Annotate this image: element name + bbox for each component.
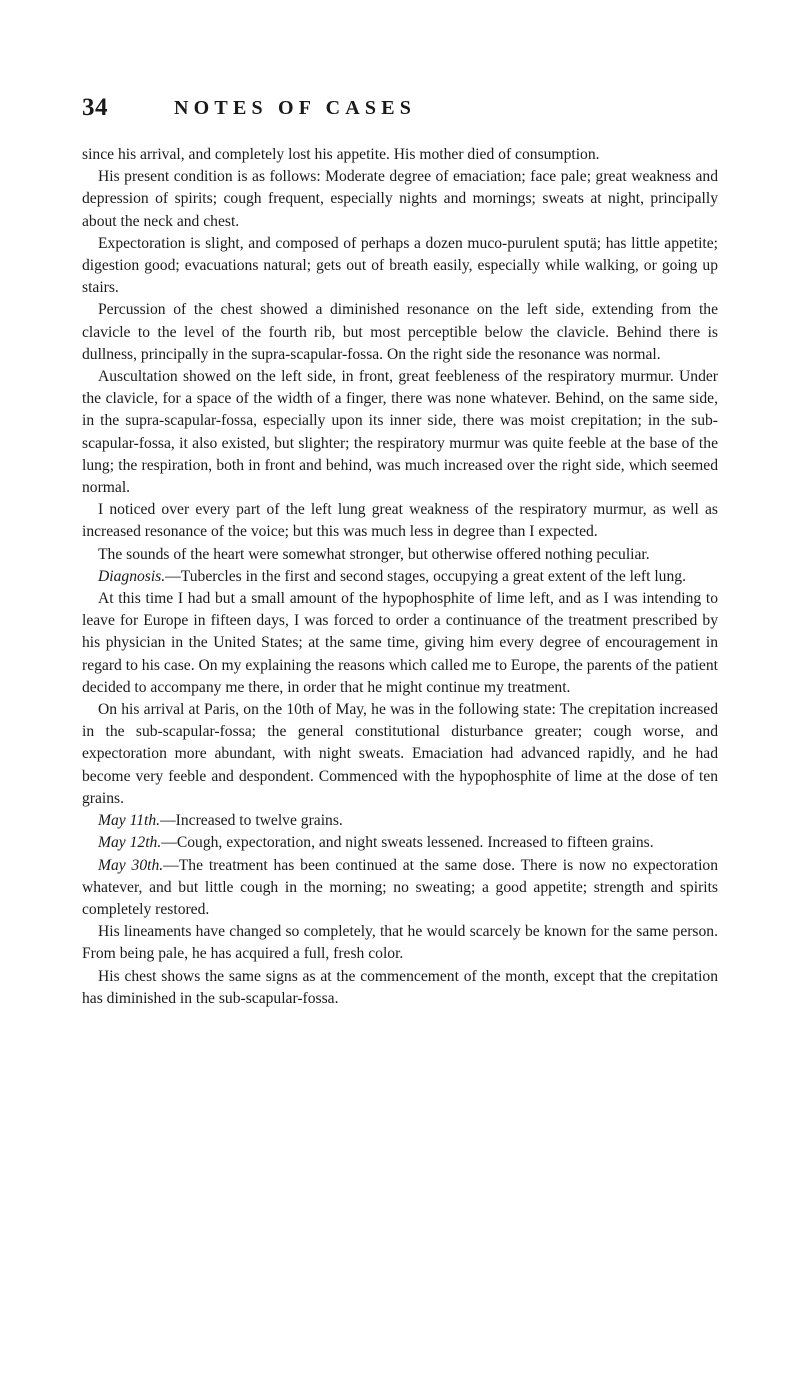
paragraph: I noticed over every part of the left lung great weakness of the respiratory murmur, as well as increased resonance of the voice; but this was much less in degree than I expected. [82, 501, 718, 541]
dated-entry: May 11th.—Increased to twelve grains. [98, 812, 343, 830]
dated-entry: May 12th.—Cough, expectoration, and night sweats lessened. Increased to fifteen grains. [98, 834, 654, 852]
running-title: NOTES OF CASES [174, 97, 417, 119]
paragraph: since his arrival, and completely lost his appetite. His mother died of consumption. [82, 146, 600, 163]
book-page [82, 94, 718, 1010]
entry-date: May 11th. [98, 812, 161, 830]
paragraph: At this time I had but a small amount of the hypophosphite of lime left, and as I was intending to leave for Europe in fifteen days, I was forced to order a continuance of the treatment prescribed by his physician in the United States; at the same time, giving him every degree of encouragement in regard to his case. On my explaining the reasons which called me to Europe, the parents of the patient decided to accompany me there, in order that he might continue my treatment. [82, 590, 718, 696]
paragraph: His present condition is as follows: Moderate degree of emaciation; face pale; great weakness and depression of spirits; cough frequent, especially nights and mornings; sweats at night, principally about the neck and chest. [82, 168, 718, 230]
paragraph: Percussion of the chest showed a diminished resonance on the left side, extending from the clavicle to the level of the fourth rib, but most perceptible below the clavicle. Behind there is dullness, principally in the supra-scapular-fossa. On the right side the resonance was normal. [82, 301, 718, 363]
paragraph: Auscultation showed on the left side, in front, great feebleness of the respiratory murmur. Under the clavicle, for a space of the width of a finger, there was none whatever. Behind, on the same side, in the supra-scapular-fossa, especially upon its inner side, there was moist crepitation; in the sub-scapular-fossa, it also existed, but slighter; the respiratory murmur was quite feeble at the base of the lung; the respiration, both in front and behind, was much increased over the right side, which seemed normal. [82, 368, 718, 497]
paragraph: Expectoration is slight, and composed of perhaps a dozen muco-purulent sputä; has little appetite; digestion good; evacuations natural; gets out of breath easily, especially while walking, or going up stairs. [82, 234, 718, 297]
entry-date: May 30th. [98, 856, 164, 874]
body-text [82, 144, 718, 1010]
paragraph: His chest shows the same signs as at the commencement of the month, except that the crepitation has diminished in the sub-scapular-fossa. [82, 967, 718, 1007]
dated-entry: May 30th.—The treatment has been continued at the same dose. There is now no expectoration whatever, and but little cough in the morning; no sweating; a good appetite; strength and spirits completely restored. [82, 856, 718, 918]
entry-date: May 12th. [98, 834, 162, 852]
paragraph: His lineaments have changed so completely, that he would scarcely be known for the same person. From being pale, he has acquired a full, fresh color. [82, 923, 718, 963]
paragraph: On his arrival at Paris, on the 10th of May, he was in the following state: The crepitation increased in the sub-scapular-fossa; the general constitutional disturbance greater; cough worse, and expectoration more abundant, with night sweats. Emaciation had advanced rapidly, and he had become very feeble and despondent. Commenced with the hypophosphite of lime at the dose of ten grains. [82, 701, 718, 807]
run-in-heading: Diagnosis. [98, 567, 166, 585]
paragraph: The sounds of the heart were somewhat stronger, but otherwise offered nothing peculiar. [98, 545, 650, 563]
page-number: 34 [82, 94, 108, 121]
running-head [82, 94, 718, 130]
diagnosis-paragraph: Diagnosis.—Tubercles in the first and second stages, occupying a great extent of the left lung. [98, 567, 686, 585]
